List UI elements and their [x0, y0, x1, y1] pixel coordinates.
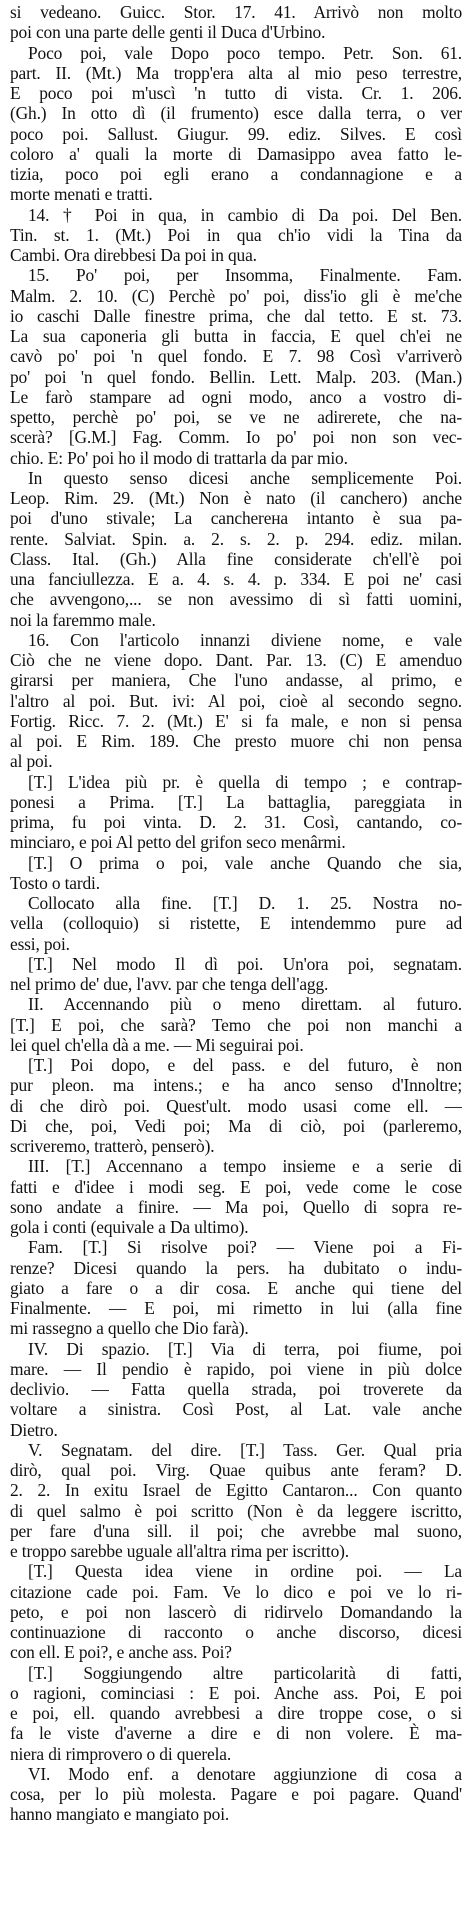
text-line: lei quel ch'ella dà a me. — Mi seguirai poi.: [10, 1034, 304, 1055]
text-line: [T.] L'idea più pr. è quella di tempo ; e contrap-: [28, 771, 462, 792]
text-line: Di che, poi, Vedi poi; Ma di ciò, poi (parleremo,: [10, 1115, 462, 1136]
text-line: di quel salmo è poi scritto (Non è da leggere iscritto,: [10, 1500, 462, 1521]
text-line: Tin. st. 1. (Mt.) Poi in qua ch'io vidi la Tina da: [10, 224, 462, 245]
text-line: scriveremo, tratterò, penserò).: [10, 1136, 215, 1156]
text-line: continuazione di racconto o anche discorso, dicesi: [10, 1622, 462, 1642]
text-line: rente. Salviat. Spin. a. 2. s. 2. p. 294. ediz. milan.: [10, 528, 462, 549]
text-line: Cambi. Ora direbbesi Da poi in qua.: [10, 245, 257, 265]
text-line: dirò, qual poi. Virg. Quae quibus ante feram? D.: [10, 1460, 462, 1480]
text-line: mare. — Il pendio è rapido, poi viene in più dolce: [10, 1358, 462, 1379]
text-line: Fam. [T.] Si risolve poi? — Viene poi a Fi-: [28, 1237, 462, 1258]
text-line: mi rassegno a quello che Dio farà).: [10, 1318, 249, 1339]
text-line: renze? Dicesi quando la pers. ha dubitato o indu-: [10, 1257, 462, 1278]
text-line: In questo senso dicesi anche semplicemente Poi.: [28, 467, 462, 488]
text-line: giato a fare o a dir cosa. E anche qui tiene del: [10, 1277, 462, 1298]
text-line: III. [T.] Accennano a tempo insieme e a serie di: [28, 1156, 462, 1177]
text-line: niera di rimprovero o di querela.: [10, 1743, 232, 1764]
text-line: Class. Ital. (Gh.) Alla fine considerate ch'ell'è poi: [10, 548, 462, 569]
text-line: 2. 2. In exitu Israel de Egitto Cantaron... Con quanto: [10, 1480, 462, 1501]
text-line: si vedeano. Guicc. Stor. 17. 41. Arrivò non molto: [10, 2, 462, 22]
text-line: ponesi a Prima. [T.] La battaglia, pareggiata in: [10, 791, 462, 812]
text-line: l'altro al poi. But. ivi: Al poi, cioè al secondo segno.: [10, 690, 462, 711]
text-line: poco poi. Sallust. Giugur. 99. ediz. Silves. E così: [10, 123, 462, 144]
text-line: [T.] O prima o poi, vale anche Quando che sia,: [28, 852, 462, 873]
text-line: poi con una parte delle genti il Duca d'Urbino.: [10, 22, 326, 43]
text-line: o ragioni, cominciasi : E poi. Anche ass. Poi, E poi: [10, 1682, 462, 1703]
text-line: Malm. 2. 10. (C) Perchè po' poi, diss'io gli è me'che: [10, 285, 462, 306]
text-line: II. Accennando più o meno direttam. al futuro.: [28, 994, 462, 1015]
text-line: Fortig. Ricc. 7. 2. (Mt.) E' si fa male, e non si pensa: [10, 710, 462, 731]
text-line: Ciò che ne viene dopo. Dant. Par. 13. (C) E amenduo: [10, 650, 462, 670]
text-line: hanno mangiato e mangiato poi.: [10, 1804, 230, 1825]
text-line: vella (colloquio) si ristette, E intendemmo pure ad: [10, 913, 462, 934]
text-line: una fanciullezza. E a. 4. s. 4. p. 334. E poi ne' casi: [10, 569, 462, 589]
text-line: al poi. E Rim. 189. Che presto muore chi non pensa: [10, 731, 462, 751]
text-line: coloro a' quali la morte di Damasippo avea fatto le-: [10, 143, 462, 164]
text-line: La sua caponeria gli butta in faccia, E quel ch'ei ne: [10, 326, 462, 346]
text-line: per fare d'una sill. il poi; che avrebbe mal suono,: [10, 1520, 462, 1541]
text-line: Dietro.: [10, 1419, 58, 1440]
text-line: morte menati e tratti.: [10, 184, 153, 205]
text-line: Le farò stampare ad ogni modo, anco a vostro di-: [10, 386, 462, 407]
text-line: che avvengono,... se non avessimo di sì fatti uomini,: [10, 589, 462, 610]
text-line: pur pleon. ma intens.; e ha anco senso d'Innoltre;: [10, 1075, 462, 1096]
text-line: [T.] Questa idea viene in ordine poi. — La: [28, 1561, 462, 1582]
text-line: part. II. (Mt.) Ma tropp'era alta al mio peso terrestre,: [10, 62, 462, 83]
text-line: noi la faremmo male.: [10, 609, 156, 630]
text-line: io caschi Dalle finestre prima, che dal tetto. E st. 73.: [10, 305, 462, 326]
text-line: citazione cade poi. Fam. Ve lo dico e poi ve lo ri-: [10, 1581, 462, 1602]
text-line: essi, poi.: [10, 933, 70, 954]
text-line: e poi, ell. quando avrebbesi a dire troppe cose, o si: [10, 1703, 462, 1723]
text-line: Leop. Rim. 29. (Mt.) Non è nato (il canchero) anche: [10, 488, 462, 508]
text-line: con ell. E poi?, e anche ass. Poi?: [10, 1642, 232, 1663]
text-line: e troppo sarebbe uguale all'altra rima per iscritto).: [10, 1541, 349, 1561]
text-line: Finalmente. — E poi, mi rimetto in lui (alla fine: [10, 1298, 462, 1318]
text-line: sono andate a finire. — Ma poi, Quello di sopra re-: [10, 1196, 462, 1217]
text-line: Poco poi, vale Dopo poco tempo. Petr. Son. 61.: [28, 42, 462, 63]
text-line: [T.] Soggiungendo altre particolarità di fatti,: [28, 1662, 462, 1683]
text-line: V. Segnatam. del dire. [T.] Tass. Ger. Qual pria: [28, 1439, 462, 1460]
text-line: declivio. — Fatta quella strada, poi troverete da: [10, 1379, 462, 1399]
text-line: VI. Modo enf. a denotare aggiunzione di cosa a: [28, 1763, 462, 1784]
text-line: fa le viste d'averne a dire e di non volere. È ma-: [10, 1723, 462, 1744]
text-line: poi d'uno stivale; La canchereна intanto è sua pa-: [10, 508, 462, 529]
text-line: minciaro, e poi Al petto del grifon seco menârmi.: [10, 832, 346, 853]
text-line: girarsi per maniera, Che l'uno andasse, al primo, e: [10, 670, 462, 691]
text-line: [T.] E poi, che sarà? Temo che poi non manchi a: [10, 1014, 462, 1035]
text-line: gola i conti (equivale a Da ultimo).: [10, 1217, 249, 1237]
text-line: 15. Po' poi, per Insomma, Finalmente. Fam.: [28, 265, 462, 286]
text-line: voltare a sinistra. Così Post, al Lat. vale anche: [10, 1399, 462, 1420]
text-line: cosa, per lo più molesta. Pagare e poi pagare. Quand': [10, 1784, 462, 1804]
text-line: spetto, perchè po' poi, se ve ne adirerete, che na-: [10, 407, 462, 427]
text-line: nel primo de' due, l'avv. par che tenga dell'agg.: [10, 974, 329, 994]
text-line: E poco poi m'uscì 'n tutto di vista. Cr. 1. 206.: [10, 83, 462, 103]
text-line: 14. † Poi in qua, in cambio di Da poi. Del Ben.: [28, 204, 462, 225]
text-line: [T.] Poi dopo, e del pass. e del futuro, è non: [28, 1055, 462, 1075]
text-line: (Gh.) In otto dì (il frumento) esce dalla terra, o ver: [10, 103, 462, 124]
text-line: di che dirò poi. Quest'ult. modo usasi come ell. —: [10, 1095, 462, 1116]
text-line: peto, e poi non lascerò di ridirvelo Domandando la: [10, 1601, 462, 1622]
text-line: fatti e d'idee i modi seg. E poi, vede come le cose: [10, 1176, 462, 1197]
text-line: po' poi 'n quel fondo. Bellin. Lett. Malp. 203. (Man.): [10, 366, 462, 387]
text-line: [T.] Nel modo Il dì poi. Un'ora poi, segnatam.: [28, 953, 462, 974]
text-line: cavò po' poi 'n quel fondo. E 7. 98 Così v'arriverò: [10, 346, 462, 367]
text-line: 16. Con l'articolo innanzi diviene nome, e vale: [28, 629, 462, 650]
text-line: tizia, poco poi egli erano a condannagione e a: [10, 164, 462, 184]
text-line: al poi.: [10, 751, 53, 772]
text-line: prima, fu poi vinta. D. 2. 31. Così, cantando, co-: [10, 812, 462, 832]
text-line: Collocato alla fine. [T.] D. 1. 25. Nostra no-: [28, 893, 462, 913]
text-line: IV. Di spazio. [T.] Via di terra, poi fiume, poi: [28, 1338, 462, 1359]
text-line: chio. E: Po' poi ho il modo di trattarla da par mio.: [10, 447, 348, 468]
text-line: scerà? [G.M.] Fag. Comm. Io po' poi non son vec-: [10, 427, 462, 448]
text-line: Tosto o tardi.: [10, 872, 100, 893]
